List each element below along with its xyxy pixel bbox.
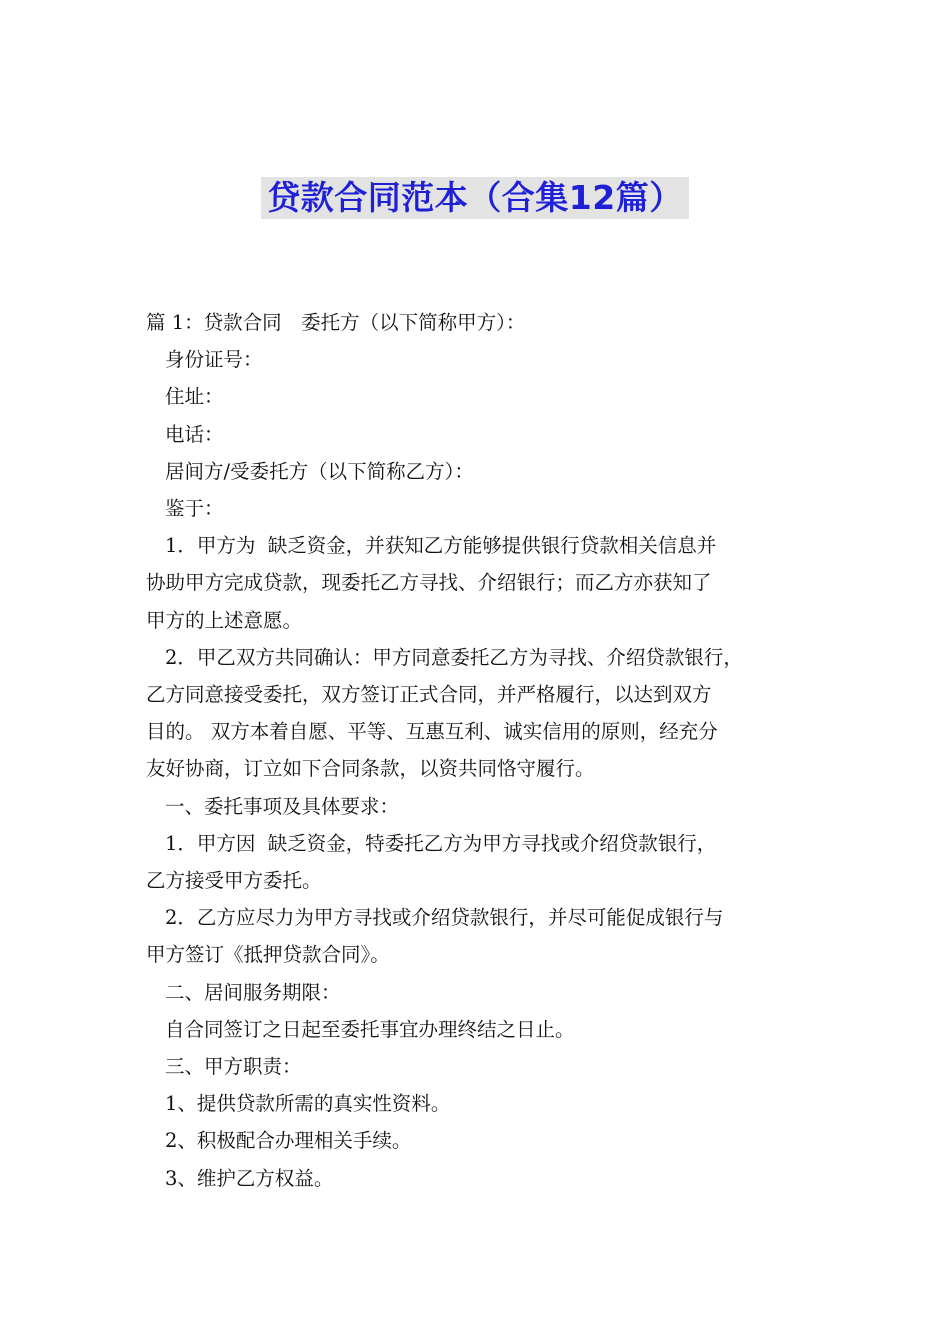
- title-container: [0, 177, 950, 219]
- text-line: 1、提供贷款所需的真实性资料。: [165, 1092, 451, 1116]
- text-line: 2．甲乙双方共同确认：甲方同意委托乙方为寻找、介绍贷款银行，: [165, 645, 743, 669]
- text-line: 一、委托事项及具体要求：: [165, 794, 400, 818]
- text-line: 居间方/受委托方（以下简称乙方）：: [165, 459, 474, 483]
- text-line: 甲方的上述意愿。: [146, 608, 303, 632]
- text-line: 三、甲方职责：: [165, 1055, 302, 1079]
- text-line: 电话：: [165, 422, 224, 446]
- text-line: 友好协商，订立如下合同条款，以资共同恪守履行。: [146, 757, 595, 781]
- text-line: 1．甲方为 缺乏资金，并获知乙方能够提供银行贷款相关信息并: [165, 534, 717, 558]
- text-line: 身份证号：: [165, 348, 263, 372]
- text-line: 住址：: [165, 385, 224, 409]
- document-title: 贷款合同范本（合集12篇）: [261, 177, 688, 219]
- text-line: 篇 1：贷款合同 委托方（以下简称甲方）：: [146, 311, 526, 334]
- text-line: 甲方签订《抵押贷款合同》。: [146, 943, 390, 967]
- text-line: 1．甲方因 缺乏资金，特委托乙方为甲方寻找或介绍贷款银行，: [165, 831, 717, 855]
- text-line: 协助甲方完成贷款，现委托乙方寻找、介绍银行；而乙方亦获知了: [146, 571, 712, 595]
- text-line: 鉴于：: [165, 497, 224, 521]
- text-line: 自合同签订之日起至委托事宜办理终结之日止。: [165, 1017, 575, 1041]
- text-line: 2、积极配合办理相关手续。: [165, 1129, 412, 1153]
- text-line: 3、维护乙方权益。: [165, 1166, 334, 1190]
- text-line: 目的。 双方本着自愿、平等、互惠互利、诚实信用的原则，经充分: [146, 720, 718, 744]
- text-line: 二、居间服务期限：: [165, 980, 341, 1004]
- text-line: 乙方接受甲方委托。: [146, 869, 322, 893]
- document-body: [146, 304, 816, 1197]
- text-line: 乙方同意接受委托，双方签订正式合同，并严格履行，以达到双方: [146, 683, 712, 707]
- text-line: 2．乙方应尽力为甲方寻找或介绍贷款银行，并尽可能促成银行与: [165, 906, 724, 930]
